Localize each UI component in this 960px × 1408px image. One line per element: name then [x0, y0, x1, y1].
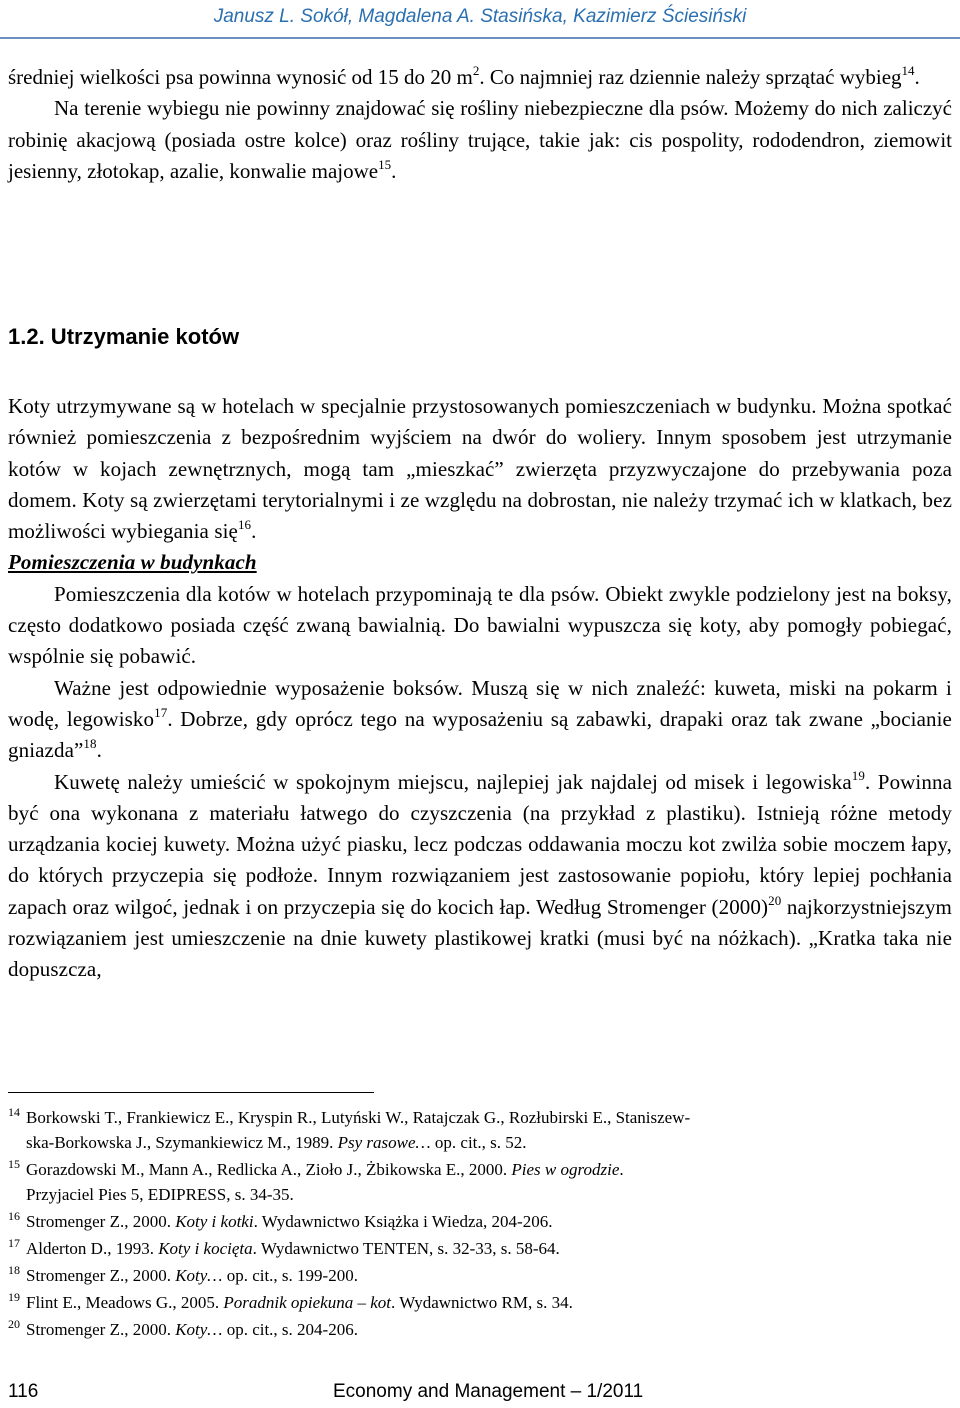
footnote-number: 17 [8, 1236, 20, 1250]
text: Kuwetę należy umieścić w spokojnym miejscu, najlepiej jak najdalej od misek i legowiska [54, 769, 852, 794]
footnote-ref-19[interactable]: 19 [851, 767, 865, 783]
text: . Wydawnictwo RM, s. 34. [391, 1293, 573, 1312]
footnote-number: 20 [8, 1317, 20, 1331]
footnotes [8, 1105, 952, 1344]
text: op. cit., s. 199-200. [222, 1266, 358, 1285]
paragraph-4 [8, 673, 952, 767]
footnote-number: 14 [8, 1105, 20, 1119]
footnote-number: 15 [8, 1157, 20, 1171]
citation-title: Poradnik opiekuna – kot [223, 1293, 391, 1312]
text: Pomieszczenia dla kotów w hotelach przypominają te dla psów. Obiekt zwykle podzielony jest na boksy, często dodatkowo posiada część zwaną bawialnią. Do bawialni wypuszcza się koty, aby pomogły pobiegać, wspólnie się pobawić. [8, 581, 952, 669]
footnote-19 [8, 1290, 952, 1315]
citation-title: Koty i kocięta [158, 1239, 253, 1258]
paragraph-1 [8, 62, 952, 187]
text: . [914, 65, 920, 89]
journal-name: Economy and Management – 1/2011 [333, 1381, 644, 1402]
text: Flint E., Meadows G., 2005. [26, 1293, 224, 1312]
citation-title: Pies w ogrodzie [511, 1160, 620, 1179]
text: . Wydawnictwo TENTEN, s. 32-33, s. 58-64. [252, 1239, 560, 1258]
text: . Co najmniej raz dziennie należy sprzątać wybieg [479, 65, 902, 89]
text: najkorzystniejszym rozwiązaniem jest umieszczenie na dnie kuwety plastikowej kratki (musi być na nóżkach). „Kratka taka nie dopuszcza, [8, 894, 952, 982]
text: Alderton D., 1993. [26, 1239, 159, 1258]
text: . Powinna być ona wykonana z materiału łatwego do czyszczenia (na przykład z plastiku). Istnieją różne metody urządzania kociej kuwety. Można użyć piasku, lecz podczas oddawania moczu kot zwilża sobie moczem łapy, do których przyczepia się podłoże. Innym rozwiązaniem jest zastosowanie popiołu, który lepiej pochłania zapach oraz wilgoć, jednak i on przyczepia się do kocich łap. Według Stromenger (2000) [8, 769, 952, 919]
citation-title: Koty i kotki [175, 1212, 254, 1231]
text: Na terenie wybiegu nie powinny znajdować się rośliny niebezpieczne dla psów. Możemy do nich zaliczyć robinię akacjową (posiada ostre kolce) oraz rośliny trujące, takie jak: cis pospolity, rododendron, ziemowit jesienny, złotokap, azalie, konwalie majowe [8, 96, 952, 183]
text: . Wydawnictwo Książka i Wiedza, 204-206. [253, 1212, 553, 1231]
citation-title: Koty… [175, 1266, 223, 1285]
running-title: Janusz L. Sokół, Magdalena A. Stasińska, Kazimierz Ściesiński [213, 6, 747, 27]
footnote-15 [8, 1157, 952, 1207]
text: Stromenger Z., 2000. [26, 1212, 176, 1231]
footnote-number: 19 [8, 1290, 20, 1304]
footnote-18 [8, 1263, 952, 1288]
footnote-20 [8, 1317, 952, 1342]
footnote-number: 18 [8, 1263, 20, 1277]
running-header [0, 4, 960, 39]
citation-title: Psy rasowe… [337, 1133, 431, 1152]
footnote-ref-17[interactable]: 17 [154, 704, 168, 720]
footnote-ref-18[interactable]: 18 [83, 736, 97, 752]
footnote-17 [8, 1236, 952, 1261]
section-heading: 1.2. Utrzymanie kotów [8, 324, 240, 349]
text: . [96, 738, 102, 763]
paragraph-3 [8, 579, 952, 673]
text: Borkowski T., Frankiewicz E., Kryspin R., Lutyński W., Ratajczak G., Rozłubirski E., Staniszew- [26, 1108, 691, 1127]
text: Gorazdowski M., Mann A., Redlicka A., Zioło J., Żbikowska E., 2000. [26, 1160, 512, 1179]
footnote-ref-16[interactable]: 16 [237, 517, 252, 533]
paragraph-2 [8, 391, 952, 547]
text: . [619, 1160, 624, 1179]
footnote-divider [8, 1092, 374, 1093]
text: Stromenger Z., 2000. [26, 1266, 176, 1285]
text: op. cit., s. 52. [430, 1133, 527, 1152]
text: Przyjaciel Pies 5, EDIPRESS, s. 34-35. [26, 1185, 294, 1204]
text: Ważne jest odpowiednie wyposażenie boksów. Muszą się w nich znaleźć: kuweta, miski na pokarm i wodę, legowisko [8, 675, 952, 731]
text: ska-Borkowska J., Szymankiewicz M., 1989. [26, 1133, 338, 1152]
citation-title: Koty… [175, 1320, 223, 1339]
text: . [391, 158, 397, 183]
text: . [251, 519, 257, 544]
footnote-ref-15[interactable]: 15 [378, 156, 392, 172]
text: Koty utrzymywane są w hotelach w specjalnie przystosowanych pomieszczeniach w budynku. Można spotkać również pomieszczenia z bezpośrednim wyjściem na dwór do woliery. Innym sposobem jest utrzymanie kotów w kojach zewnętrznych, mogą tam „mieszkać” zwierzęta przyzwyczajone do przebywania poza domem. Koty są zwierzętami terytorialnymi i ze względu na dobrostan, nie należy trzymać ich w klatkach, bez możliwości wybiegania się [8, 394, 952, 544]
text: . Dobrze, gdy oprócz tego na wyposażeniu są zabawki, drapaki oraz tak zwane „bocianie gniazda” [8, 706, 952, 763]
section-body [8, 391, 952, 986]
text: średniej wielkości psa powinna wynosić od 15 do 20 m [8, 65, 473, 89]
subsection-heading: Pomieszczenia w budynkach [8, 550, 257, 575]
footnote-number: 16 [8, 1209, 20, 1223]
paragraph-5 [8, 767, 952, 986]
page-number: 116 [8, 1381, 39, 1402]
footnote-ref-14[interactable]: 14 [901, 63, 915, 78]
page-footer [8, 1380, 643, 1404]
superscript: 2 [472, 63, 480, 78]
footnote-ref-20[interactable]: 20 [768, 892, 782, 908]
footnote-16 [8, 1209, 952, 1234]
footnote-14 [8, 1105, 952, 1155]
text: Stromenger Z., 2000. [26, 1320, 176, 1339]
text: op. cit., s. 204-206. [222, 1320, 358, 1339]
